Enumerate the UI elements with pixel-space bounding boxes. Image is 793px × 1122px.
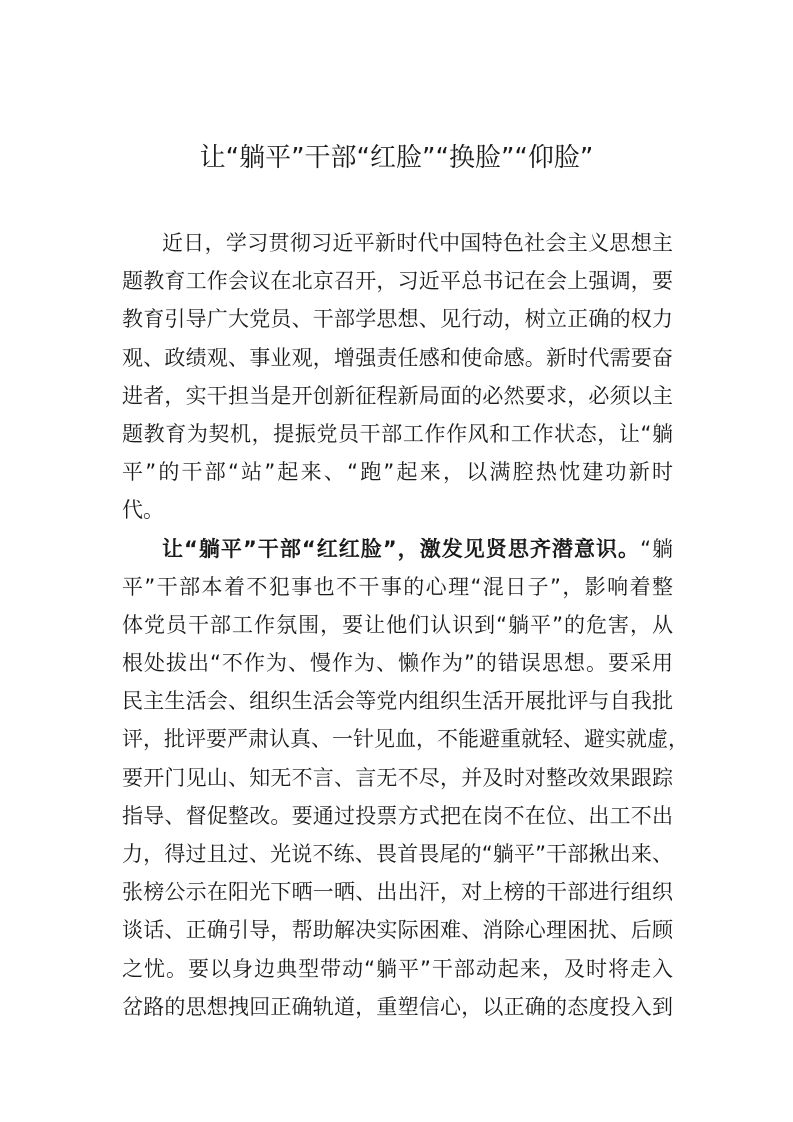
paragraph-heading: 让“躺平”干部“红红脸”，激发见贤思齐潜意识。 — [162, 536, 641, 561]
text-line: 之忧。要以身边典型带动“躺平”干部动起来，及时将走入 — [122, 956, 673, 981]
document-body — [122, 224, 689, 1026]
text-line: 要开门见山、知无不言、言无不尽，并及时对整改效果跟踪 — [122, 765, 673, 790]
text-line: 评，批评要严肃认真、一针见血，不能避重就轻、避实就虚， — [122, 727, 689, 752]
document-title: 让“躺平”干部“红脸”“换脸”“仰脸” — [199, 143, 594, 173]
text-line: 张榜公示在阳光下晒一晒、出出汗，对上榜的干部进行组织 — [122, 880, 673, 905]
text-line: 观、政绩观、事业观，增强责任感和使命感。新时代需要奋 — [122, 345, 673, 370]
text-line: 代。 — [122, 498, 164, 523]
text-line: 指导、督促整改。要通过投票方式把在岗不在位、出工不出 — [122, 803, 673, 828]
text-line: 力，得过且过、光说不练、畏首畏尾的“躺平”干部揪出来、 — [122, 842, 673, 866]
text-line: 进者，实干担当是开创新征程新局面的必然要求，必须以主 — [122, 383, 673, 408]
text-line: 民主生活会、组织生活会等党内组织生活开展批评与自我批 — [122, 689, 673, 714]
text-line: 体党员干部工作氛围，要让他们认识到“躺平”的危害，从 — [122, 612, 673, 637]
paragraph-2 — [122, 530, 689, 1026]
text-line: 教育引导广大党员、干部学思想、见行动，树立正确的权力 — [122, 307, 673, 332]
text-line: 根处拔出“不作为、慢作为、懒作为”的错误思想。要采用 — [122, 651, 673, 676]
text-line — [122, 530, 673, 568]
text-line: 谈话、正确引导，帮助解决实际困难、消除心理困扰、后顾 — [122, 918, 673, 943]
text-line: 平”的干部“站”起来、“跑”起来，以满腔热忱建功新时 — [122, 460, 673, 485]
text-line: 平”干部本着不犯事也不干事的心理“混日子”，影响着整 — [122, 574, 673, 599]
text-line: 题教育为契机，提振党员干部工作作风和工作状态，让“躺 — [122, 421, 673, 446]
text-fragment: “躺 — [640, 536, 673, 561]
paragraph-1 — [122, 224, 673, 530]
text-line: 近日，学习贯彻习近平新时代中国特色社会主义思想主 — [162, 231, 673, 255]
text-line: 题教育工作会议在北京召开，习近平总书记在会上强调，要 — [122, 269, 673, 294]
text-line: 岔路的思想拽回正确轨道，重塑信心，以正确的态度投入到 — [122, 994, 673, 1019]
